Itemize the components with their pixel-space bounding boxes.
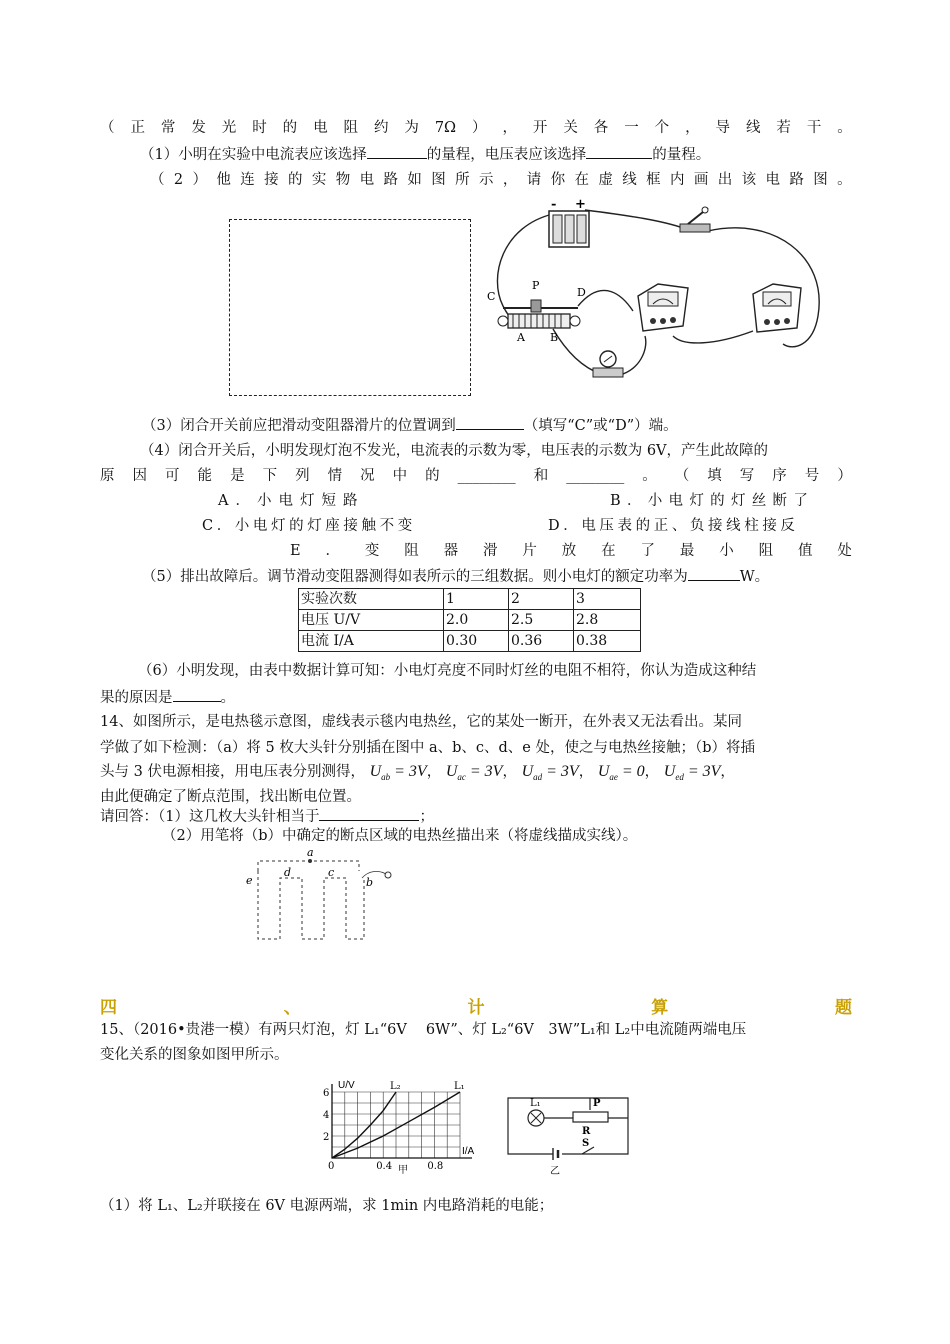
wire	[585, 210, 683, 228]
blanket-diagram[interactable]	[244, 846, 394, 946]
rheostat-symbol	[573, 1112, 608, 1122]
text-token: 阻	[343, 120, 358, 136]
text-token: ）	[192, 172, 207, 188]
text-token: 连	[240, 172, 255, 188]
q14-line2: 学做了如下检测：（a）将 5 枚大头针分别插在图中 a、b、c、d、e 处，使之与电热丝接触；（b）将插	[100, 740, 755, 756]
text-token: 干	[806, 120, 822, 136]
text-token: 开	[532, 120, 548, 136]
text-token: 和	[533, 468, 549, 484]
text-token: 若	[776, 120, 791, 136]
text-token: 滑	[482, 543, 498, 559]
text-token: 器	[443, 543, 459, 559]
text-token: 阻	[404, 543, 419, 559]
text-token: 请	[526, 172, 542, 188]
eq-ed: $U_{ed} = 3V$	[663, 763, 721, 783]
wire	[673, 331, 753, 343]
chart-caption: 甲	[398, 1165, 408, 1176]
q13-part1: （1）小明在实验中电流表应该选择 的量程，电压表应该选择 的量程。	[100, 144, 892, 165]
text-token: 正	[130, 120, 145, 136]
text-token: 导	[715, 120, 730, 136]
text-token: 2	[173, 172, 184, 188]
q13-part6-line1: （6）小明发现，由表中数据计算可知：小电灯亮度不同时灯丝的电阻不相符，你认为造成这种结	[138, 663, 757, 679]
bulb	[593, 351, 623, 377]
text-token: 虚	[598, 172, 613, 188]
y-axis-label: U/V	[338, 1080, 355, 1091]
q14-line1: 14、如图所示，是电热毯示意图，虚线表示毯内电热丝，它的某处一断开，在外表又无法看出。某同	[100, 714, 742, 730]
text-token: 原	[100, 468, 115, 484]
text-token: 实	[311, 172, 327, 188]
q13-part5: （5）排出故障后。调节滑动变阻器测得如表所示的三组数据。则小电灯的额定功率为 W。	[100, 566, 894, 587]
text-token: 下	[262, 468, 278, 484]
text-token: 可	[165, 468, 180, 484]
eq-ac: $U_{ac} = 3V$	[445, 763, 503, 783]
text-token: ，	[685, 120, 700, 136]
text-token: 最	[679, 543, 695, 559]
label-d: D	[577, 286, 586, 299]
text-token: 情	[327, 468, 343, 484]
text-token: ）	[472, 120, 487, 136]
text-token: ，	[502, 172, 518, 188]
text-token: 光	[221, 120, 237, 136]
text-token: 如	[407, 172, 422, 188]
q13-line0	[100, 118, 852, 138]
wire	[578, 290, 633, 311]
text-token: 电	[765, 172, 780, 188]
text-token: 值	[797, 543, 813, 559]
q14-line5: 请回答：（1）这几枚大头针相当于 ；	[100, 806, 852, 827]
text-token: E	[290, 543, 301, 559]
text-token: ________	[566, 468, 625, 484]
text-token: 时	[252, 120, 267, 136]
q13-part2	[150, 170, 852, 190]
pin-d: d	[284, 866, 292, 879]
pin-e: e	[246, 874, 253, 887]
q14-line6: （2）用笔将（b）中确定的断点区域的电热丝描出来（将虚线描成实线）。	[162, 828, 638, 844]
text-token: 。	[837, 120, 852, 136]
option-e	[290, 541, 852, 561]
text-token: 图	[431, 172, 446, 188]
text-token: 阻	[758, 543, 774, 559]
svg-text:P: P	[593, 1098, 601, 1109]
x-tick-label: 0.8	[427, 1161, 444, 1172]
data-table	[298, 588, 641, 652]
series-label: L₁	[454, 1081, 465, 1092]
wire	[553, 329, 601, 374]
text-token: 框	[646, 172, 661, 188]
eq-ad: $U_{ad} = 3V$	[521, 763, 579, 783]
switch	[680, 207, 710, 232]
circuit-diagram	[483, 196, 833, 386]
text-token: 。	[642, 468, 657, 484]
text-token: 在	[601, 543, 616, 559]
label-c: C	[487, 290, 496, 303]
text-token: 序	[772, 468, 787, 484]
text-token: 列	[295, 468, 310, 484]
text-token: ．	[325, 543, 340, 559]
plus-label: +	[575, 197, 586, 212]
text-token: 关	[563, 120, 578, 136]
q13-part6-line2: 果的原因是 。	[100, 687, 852, 708]
text-token: 该	[741, 172, 757, 188]
answer-blank[interactable]	[319, 806, 419, 821]
text-token: 写	[739, 468, 755, 484]
table-row: 电流 I/A 0.30 0.36 0.38	[299, 631, 641, 652]
q14-line3: 头与 3 伏电源相接，用电压表分别测得， $U_{ab} = 3V$， $U_{ac} = 3V$， $U_{ad} = 3V$， $U_{ae} = 0$， $U_{ed} = 3V$，	[100, 763, 735, 783]
text-token: 在	[574, 172, 589, 188]
y-tick-label: 6	[323, 1088, 330, 1099]
text-token: 画	[693, 172, 709, 188]
circuit-yi	[498, 1086, 638, 1176]
ammeter	[753, 284, 801, 332]
minus-label: -	[551, 197, 557, 212]
label-b: B	[550, 331, 559, 344]
x-tick-label: 0	[328, 1161, 335, 1172]
text-token: 个	[654, 120, 670, 136]
text-token: 7Ω	[434, 120, 457, 136]
text-token: 常	[160, 120, 176, 136]
wire	[623, 336, 646, 374]
x-tick-label: 0.4	[376, 1161, 393, 1172]
voltmeter	[638, 284, 688, 331]
q13-part4-line1: （4）闭合开关后，小明发现灯泡不发光，电流表的示数为零，电压表的示数为 6V，产生此故障的	[140, 443, 769, 459]
answer-blank[interactable]	[456, 415, 524, 430]
q15-question1: （1）将 L₁、L₂并联接在 6V 电源两端，求 1min 内电路消耗的电能；	[100, 1198, 554, 1214]
svg-text:S: S	[582, 1138, 590, 1149]
text-token: 路	[789, 172, 804, 188]
iu-chart	[312, 1076, 492, 1176]
svg-text:L₁: L₁	[530, 1098, 541, 1109]
eq-ab: $U_{ab} = 3V$	[369, 763, 427, 783]
text-token: 一	[624, 120, 639, 136]
option-b: B．小电灯的灯丝断了	[610, 493, 815, 509]
eq-ae: $U_{ae} = 0$	[597, 763, 645, 783]
text-token: 电	[313, 120, 328, 136]
text-token: 中	[392, 468, 408, 484]
text-token: 约	[373, 120, 389, 136]
text-token: ）	[837, 468, 852, 484]
text-token: 示	[478, 172, 494, 188]
text-token: 物	[335, 172, 351, 188]
text-token: ________	[457, 468, 516, 484]
text-token: （	[674, 468, 690, 484]
q15-line1: 15、（2016•贵港一模）有两只灯泡，灯 L₁“6V 6W”、灯 L₂“6V 3W”L₁和 L₂中电流随两端电压	[100, 1022, 747, 1038]
text-token: 的	[282, 120, 298, 136]
option-c: C．小电灯的灯座接触不变	[202, 518, 416, 534]
pin-a: a	[307, 846, 314, 859]
text-token: 是	[230, 468, 245, 484]
text-token: 填	[707, 468, 722, 484]
battery-pack	[549, 211, 589, 247]
text-token: 片	[522, 543, 537, 559]
pin-b: b	[366, 876, 374, 889]
x-axis-label: I/A	[462, 1146, 475, 1157]
drawing-box[interactable]	[229, 219, 471, 396]
text-token: 出	[717, 172, 733, 188]
answer-blank[interactable]	[367, 144, 427, 159]
rheostat	[498, 300, 580, 328]
text-token: 你	[550, 172, 566, 188]
text-token: 了	[640, 543, 655, 559]
svg-text:乙: 乙	[550, 1166, 560, 1176]
text-token: 小	[719, 543, 734, 559]
text-token: （	[150, 172, 165, 188]
y-tick-label: 4	[323, 1110, 330, 1121]
q14-line4: 由此便确定了断点范围，找出断电位置。	[100, 789, 361, 805]
text-token: 发	[191, 120, 206, 136]
q13-part4-line2	[100, 466, 852, 486]
q15-line2: 变化关系的图象如图甲所示。	[100, 1047, 289, 1063]
text-token: 路	[383, 172, 398, 188]
text-token: ，	[502, 120, 517, 136]
text-token: 线	[745, 120, 761, 136]
text-token: 线	[622, 172, 637, 188]
text-token: 放	[561, 543, 577, 559]
text-token: 。	[837, 172, 852, 188]
text-token: 号	[804, 468, 820, 484]
text-token: 接	[264, 172, 279, 188]
svg-text:R: R	[582, 1126, 591, 1137]
table-row: 实验次数 1 2 3	[299, 589, 641, 610]
answer-blank[interactable]	[173, 687, 221, 702]
text-token: 图	[813, 172, 828, 188]
series-label: L₂	[390, 1081, 401, 1092]
y-tick-label: 2	[323, 1132, 330, 1143]
option-a: A．小电灯短路	[218, 493, 365, 509]
text-token: 能	[197, 468, 213, 484]
text-token: 为	[404, 120, 419, 136]
answer-blank[interactable]	[688, 566, 740, 581]
section-heading: 四 、 计 算 题	[100, 998, 852, 1018]
text-token: 的	[287, 172, 303, 188]
table-row: 电压 U/V 2.0 2.5 2.8	[299, 610, 641, 631]
text-token: 内	[669, 172, 685, 188]
text-token: 电	[359, 172, 375, 188]
text-token: 因	[132, 468, 148, 484]
label-p: P	[532, 279, 540, 292]
q13-part3: （3）闭合开关前应把滑动变阻器滑片的位置调到 （填写“C”或“D”）端。	[100, 415, 894, 436]
label-a: A	[517, 331, 525, 344]
text-token: 所	[455, 172, 470, 188]
option-d: D．电压表的正、负接线柱接反	[548, 518, 799, 534]
text-token: （	[100, 120, 115, 136]
text-token: 变	[364, 543, 380, 559]
answer-blank[interactable]	[586, 144, 652, 159]
text-token: 况	[360, 468, 375, 484]
text-token: 他	[216, 172, 231, 188]
text-token: 的	[425, 468, 440, 484]
text-token: 处	[837, 543, 852, 559]
pin-c: c	[328, 866, 335, 879]
text-token: 各	[593, 120, 609, 136]
